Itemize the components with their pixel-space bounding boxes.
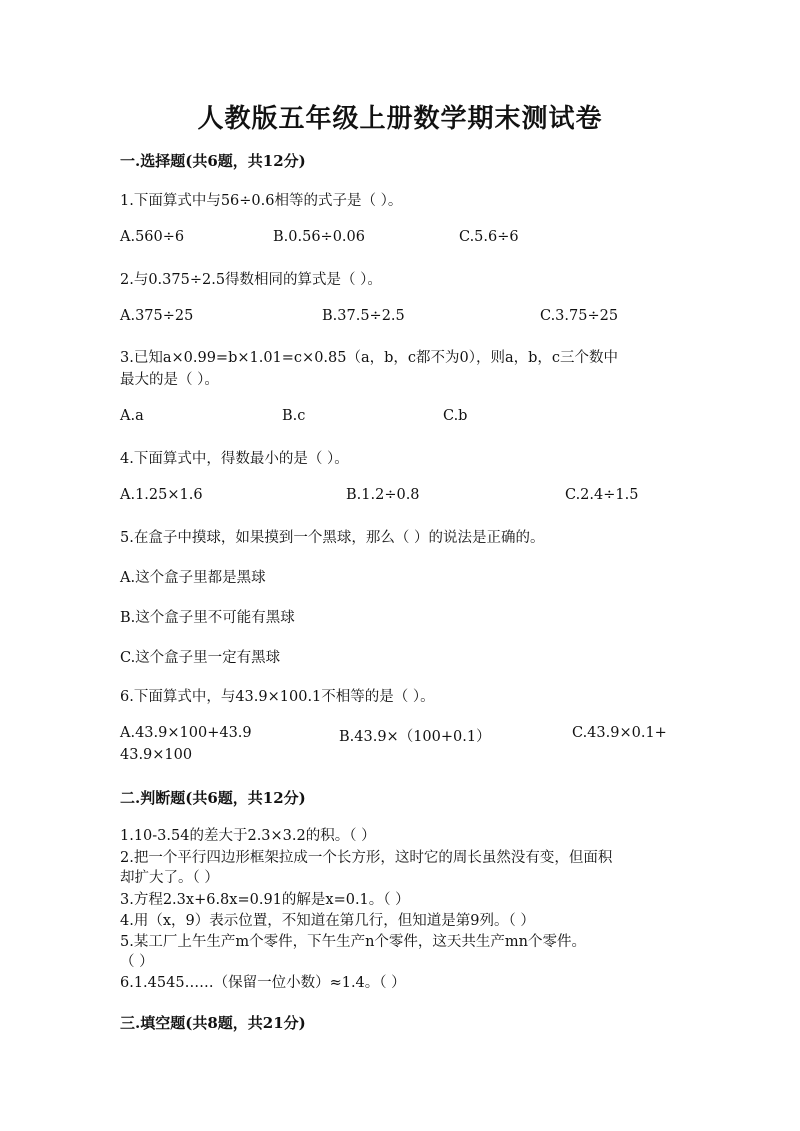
section-heading-fill-in: 三.填空题(共8题，共21分) xyxy=(120,1014,306,1032)
section-heading-true-false: 二.判断题(共6题，共12分) xyxy=(120,789,306,807)
section-heading-multiple-choice: 一.选择题(共6题，共12分) xyxy=(120,152,306,170)
question-5: 5.在盒子中摸球，如果摸到一个黑球，那么（ ）的说法是正确的。 xyxy=(120,530,545,546)
tf-line-5: 4.用（x，9）表示位置，不知道在第几行，但知道是第9列。（ ） xyxy=(120,913,535,929)
question-3-line-1: 3.已知a×0.99=b×1.01=c×0.85（a，b，c都不为0），则a，b，c三个数中 xyxy=(120,350,619,366)
q6-option-c: C.43.9×0.1+ xyxy=(572,725,667,741)
q1-option-c: C.5.6÷6 xyxy=(459,229,519,245)
q2-option-b: B.37.5÷2.5 xyxy=(322,308,405,324)
question-6: 6.下面算式中，与43.9×100.1不相等的是（ ）。 xyxy=(120,689,435,705)
question-3-line-2: 最大的是（ ）。 xyxy=(120,372,219,388)
q5-option-c: C.这个盒子里一定有黑球 xyxy=(120,650,281,666)
q1-option-b: B.0.56÷0.06 xyxy=(273,229,365,245)
q2-option-a: A.375÷25 xyxy=(120,308,194,324)
q5-option-b: B.这个盒子里不可能有黑球 xyxy=(120,610,295,626)
tf-line-2: 2.把一个平行四边形框架拉成一个长方形，这时它的周长虽然没有变，但面积 xyxy=(120,850,613,866)
q6-option-b: B.43.9×（100+0.1） xyxy=(339,729,491,745)
q4-option-c: C.2.4÷1.5 xyxy=(565,487,639,503)
tf-line-8: 6.1.4545……（保留一位小数）≈1.4。（ ） xyxy=(120,975,406,991)
tf-line-4: 3.方程2.3x+6.8x=0.91的解是x=0.1。（ ） xyxy=(120,892,410,908)
question-1: 1.下面算式中与56÷0.6相等的式子是（ ）。 xyxy=(120,193,403,209)
q1-option-a: A.560÷6 xyxy=(120,229,185,245)
q6-option-c-continued: 43.9×100 xyxy=(120,747,193,763)
q3-option-b: B.c xyxy=(282,408,306,424)
tf-line-6: 5.某工厂上午生产m个零件，下午生产n个零件，这天共生产mn个零件。 xyxy=(120,934,587,950)
tf-line-1: 1.10-3.54的差大于2.3×3.2的积。（ ） xyxy=(120,828,376,844)
q3-option-a: A.a xyxy=(120,408,144,424)
q6-option-a: A.43.9×100+43.9 xyxy=(120,725,252,741)
question-4: 4.下面算式中，得数最小的是（ ）。 xyxy=(120,451,349,467)
q4-option-a: A.1.25×1.6 xyxy=(120,487,203,503)
page-title: 人教版五年级上册数学期末测试卷 xyxy=(197,104,603,134)
question-2: 2.与0.375÷2.5得数相同的算式是（ ）。 xyxy=(120,272,382,288)
tf-line-3: 却扩大了。（ ） xyxy=(120,870,219,886)
q3-option-c: C.b xyxy=(443,408,468,424)
tf-line-7: （ ） xyxy=(120,954,154,970)
q2-option-c: C.3.75÷25 xyxy=(540,308,619,324)
q5-option-a: A.这个盒子里都是黑球 xyxy=(120,570,266,586)
q4-option-b: B.1.2÷0.8 xyxy=(346,487,420,503)
